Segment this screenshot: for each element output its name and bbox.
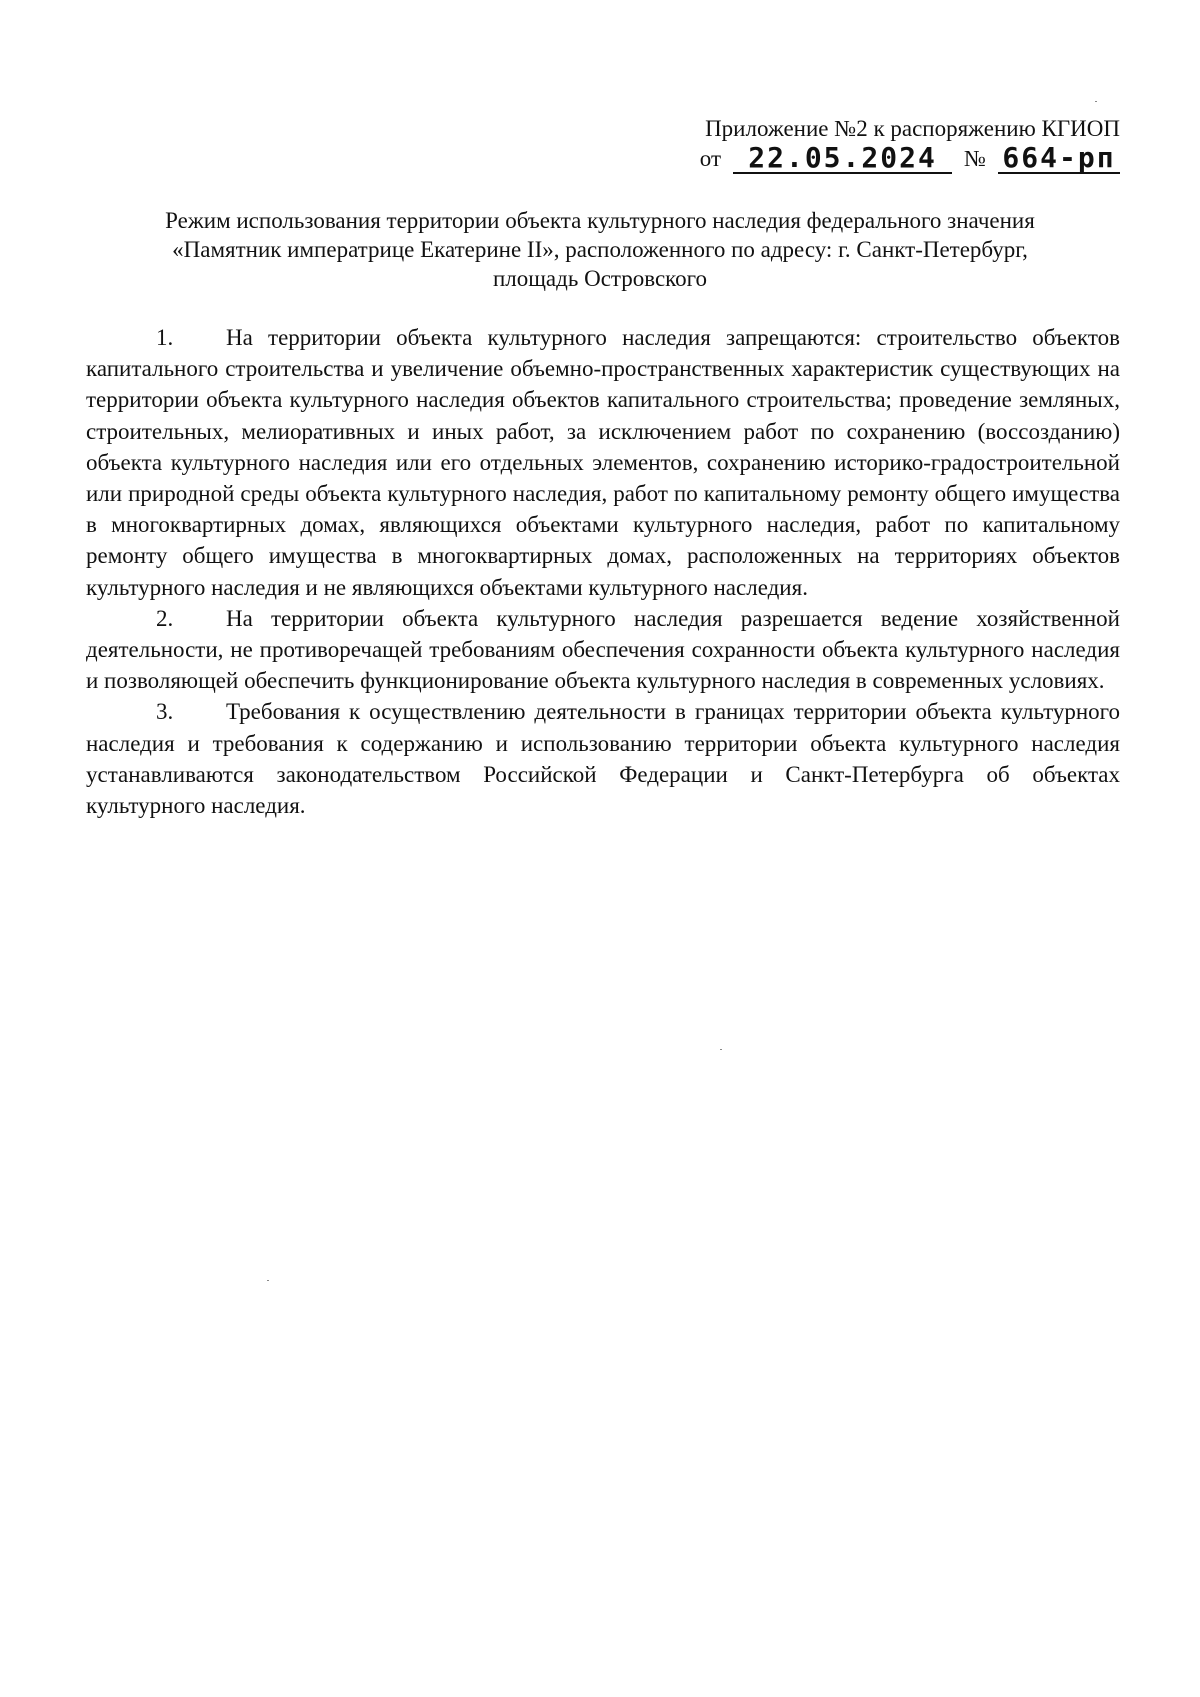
paragraph-3 — [86, 696, 1120, 821]
paragraph-1 — [86, 322, 1120, 603]
paragraph-number: 3. — [156, 699, 174, 725]
document-body — [86, 322, 1120, 821]
number-label: № — [964, 146, 986, 171]
scan-speck — [1095, 101, 1097, 102]
appendix-reference: Приложение №2 к распоряжению КГИОП — [705, 116, 1120, 141]
title-line-1: Режим использования территории объекта культурного наследия федерального значения — [165, 208, 1035, 233]
scan-speck — [267, 1280, 269, 1281]
title-line-3: площадь Островского — [492, 266, 708, 291]
paragraph-number: 2. — [156, 605, 174, 631]
scan-speck — [720, 1049, 722, 1050]
handwritten-order-number: 664-рп — [998, 144, 1120, 174]
document-title — [80, 206, 1120, 293]
paragraph-number: 1. — [156, 325, 174, 350]
from-label: от — [699, 146, 722, 171]
document-header — [660, 114, 1120, 174]
title-line-2: «Памятник императрице Екатерине II», расположенного по адресу: г. Санкт-Петербург, — [172, 237, 1028, 262]
handwritten-date: 22.05.2024 — [733, 144, 952, 174]
paragraph-text: На территории объекта культурного наследия запрещаются: строительство объектов капитального строительства и увеличение объемно-пространственных характеристик существующих на территории объекта культурного наследия объектов капитального строительства; проведение земляных, строительных, мелиоративных и иных работ, за исключением работ по сохранению (воссозданию) объекта культурного наследия или его отдельных элементов, сохранению историко-градостроительной или природной среды объекта культурного наследия, работ по капитальному ремонту общего имущества в многоквартирных домах, являющихся объектами культурного наследия, работ по капитальному ремонту общего имущества в многоквартирных домах, расположенных на территориях объектов культурного наследия и не являющихся объектами культурного наследия. — [86, 325, 1120, 600]
order-date-number-line — [660, 141, 1120, 174]
paragraph-text: Требования к осуществлению деятельности в границах территории объекта культурного наследия и требования к содержанию и использованию территории объекта культурного наследия устанавливаются законодательством Российской Федерации и Санкт-Петербурга об объектах культурного наследия. — [86, 699, 1120, 819]
paragraph-text: На территории объекта культурного наследия разрешается ведение хозяйственной деятельности, не противоречащей требованиям обеспечения сохранности объекта культурного наследия и позволяющей обеспечить функционирование объекта культурного наследия в современных условиях. — [86, 605, 1120, 694]
paragraph-2 — [86, 603, 1120, 697]
